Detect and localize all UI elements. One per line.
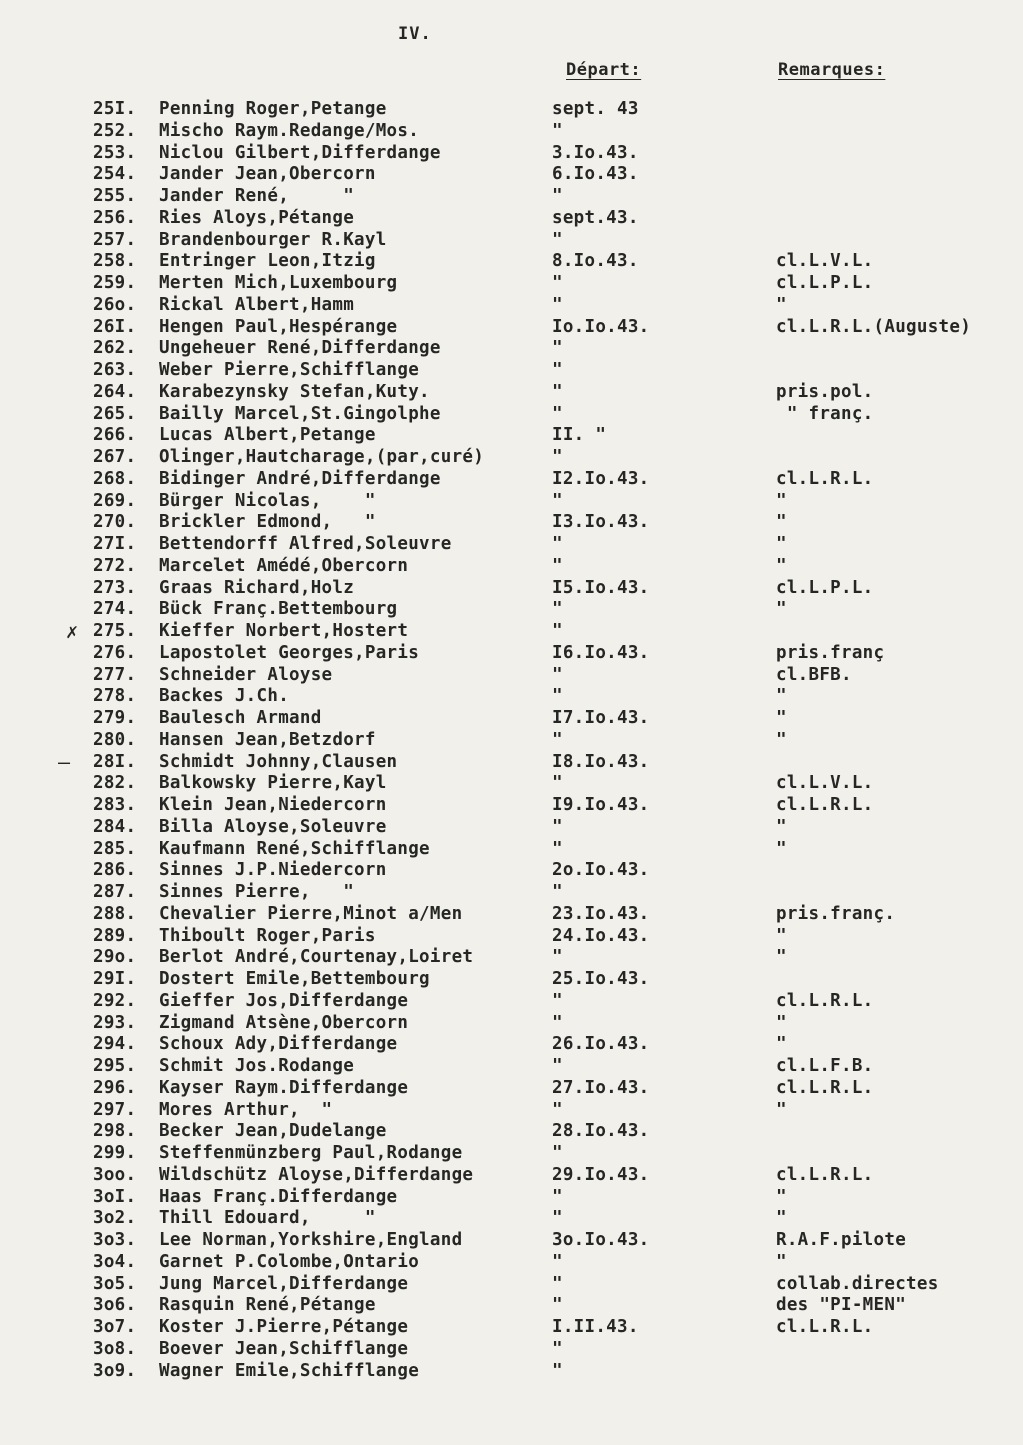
entry-name: Wagner Emile,Schifflange: [159, 1360, 420, 1381]
remark: ": [776, 925, 787, 946]
entry-name: Rickal Albert,Hamm: [159, 294, 355, 315]
list-item: [0, 1099, 1023, 1121]
depart-date: ": [552, 729, 563, 750]
remark: ": [776, 686, 787, 707]
entry-name: Bürger Nicolas, ": [159, 490, 376, 511]
list-item: [0, 1316, 1023, 1338]
remark: ": [776, 599, 787, 620]
depart-date: ": [552, 686, 563, 707]
entry-number: 269.: [93, 490, 137, 511]
depart-date: ": [552, 1295, 563, 1316]
entry-name: Schneider Aloyse: [159, 664, 333, 685]
remark: ": [776, 512, 787, 533]
depart-date: ": [552, 1099, 563, 1120]
depart-date: I8.Io.43.: [552, 751, 650, 772]
list-item: [0, 250, 1023, 272]
remark: pris.pol.: [776, 381, 874, 402]
list-item: [0, 577, 1023, 599]
list-item: [0, 1055, 1023, 1077]
list-item: [0, 1033, 1023, 1055]
depart-date: 24.Io.43.: [552, 925, 650, 946]
entry-name: Weber Pierre,Schifflange: [159, 360, 420, 380]
entry-name: Dostert Emile,Bettembourg: [159, 969, 430, 989]
entry-number: 289.: [93, 925, 137, 946]
entry-number: 25I.: [93, 99, 137, 119]
entry-number: 3o3.: [93, 1230, 137, 1250]
entry-number: 3o5.: [93, 1273, 137, 1294]
entry-number: 3oo.: [93, 1164, 137, 1185]
entry-number: 252.: [93, 120, 137, 141]
remark: cl.L.V.L.: [776, 773, 874, 794]
entry-name: Olinger,Hautcharage,(par,curé): [159, 447, 485, 467]
list-item: [0, 925, 1023, 947]
margin-cross-mark: ✗: [66, 619, 79, 643]
list-item: [0, 859, 1023, 881]
depart-date: sept.43.: [552, 207, 639, 228]
depart-date: ": [552, 403, 563, 424]
depart-date: ": [552, 838, 563, 859]
list-item: [0, 185, 1023, 207]
entry-number: 279.: [93, 708, 137, 728]
entry-name: Bück Franç.Bettembourg: [159, 599, 398, 620]
remark: pris.franç.: [776, 903, 896, 924]
entry-number: 3o2.: [93, 1208, 137, 1229]
entry-name: Haas Franç.Differdange: [159, 1186, 398, 1207]
remark: cl.L.R.L.: [776, 468, 874, 489]
depart-date: ": [552, 990, 563, 1011]
depart-date: ": [552, 1012, 563, 1033]
entry-number: 3o4.: [93, 1251, 137, 1272]
depart-date: ": [552, 664, 563, 685]
entry-name: Ries Aloys,Pétange: [159, 207, 355, 228]
entry-name: Wildschütz Aloyse,Differdange: [159, 1164, 474, 1185]
entry-name: Billa Aloyse,Soleuvre: [159, 816, 387, 837]
depart-date: II. ": [552, 425, 607, 446]
entry-name: Lucas Albert,Petange: [159, 425, 376, 446]
remarks-column-header: Remarques:: [778, 60, 886, 80]
entry-number: 3o9.: [93, 1360, 137, 1381]
entry-name: Sinnes J.P.Niedercorn: [159, 860, 387, 881]
entry-number: 253.: [93, 142, 137, 163]
entry-number: 280.: [93, 729, 137, 750]
entry-name: Karabezynsky Stefan,Kuty.: [159, 381, 430, 402]
remark: ": [776, 708, 787, 728]
depart-date: ": [552, 555, 563, 576]
remark: cl.L.V.L.: [776, 251, 874, 272]
depart-date: I6.Io.43.: [552, 642, 650, 663]
entry-number: 258.: [93, 251, 137, 272]
entry-number: 288.: [93, 903, 137, 924]
remark: ": [776, 816, 787, 837]
remark: cl.L.R.L.: [776, 1077, 874, 1098]
list-item: [0, 1251, 1023, 1273]
list-item: [0, 316, 1023, 338]
list-item: [0, 1186, 1023, 1208]
remark: pris.franç: [776, 642, 885, 663]
depart-date: ": [552, 1360, 563, 1381]
entry-number: 293.: [93, 1012, 137, 1033]
list-item: [0, 490, 1023, 512]
remark: collab.directes: [776, 1273, 939, 1294]
depart-date: sept. 43: [552, 99, 639, 119]
entries-list: [0, 98, 1023, 1381]
list-item: [0, 685, 1023, 707]
entry-number: 292.: [93, 990, 137, 1011]
depart-date: ": [552, 1208, 563, 1229]
list-item: [0, 1294, 1023, 1316]
entry-name: Thiboult Roger,Paris: [159, 925, 376, 946]
list-item: [0, 968, 1023, 990]
list-item: [0, 403, 1023, 425]
entry-name: Zigmand Atsène,Obercorn: [159, 1012, 409, 1033]
entry-number: 272.: [93, 555, 137, 576]
list-item: [0, 881, 1023, 903]
remark: cl.L.R.L.(Auguste): [776, 316, 972, 337]
entry-name: Baulesch Armand: [159, 708, 322, 728]
entry-name: Bidinger André,Differdange: [159, 468, 441, 489]
depart-date: 6.Io.43.: [552, 164, 639, 185]
entry-name: Ungeheuer René,Differdange: [159, 338, 441, 359]
entry-name: Bailly Marcel,St.Gingolphe: [159, 403, 441, 424]
remark: ": [776, 555, 787, 576]
entry-number: 287.: [93, 882, 137, 902]
list-item: [0, 446, 1023, 468]
entry-name: Koster J.Pierre,Pétange: [159, 1317, 409, 1337]
entry-number: 276.: [93, 642, 137, 663]
entry-name: Berlot André,Courtenay,Loiret: [159, 947, 474, 968]
remark: " franç.: [776, 403, 874, 424]
list-item: [0, 664, 1023, 686]
entry-name: Schmit Jos.Rodange: [159, 1056, 355, 1076]
depart-date: I3.Io.43.: [552, 512, 650, 533]
depart-date: I7.Io.43.: [552, 708, 650, 728]
entry-number: 284.: [93, 816, 137, 837]
entry-number: 273.: [93, 577, 137, 598]
list-item: [0, 794, 1023, 816]
entry-name: Graas Richard,Holz: [159, 577, 355, 598]
list-item: [0, 1360, 1023, 1382]
depart-date: ": [552, 360, 563, 380]
entry-number: 274.: [93, 599, 137, 620]
entry-name: Niclou Gilbert,Differdange: [159, 142, 441, 163]
list-item: [0, 1229, 1023, 1251]
remark: ": [776, 729, 787, 750]
entry-name: Entringer Leon,Itzig: [159, 251, 376, 272]
depart-date: 29.Io.43.: [552, 1164, 650, 1185]
list-item: [0, 838, 1023, 860]
entry-number: 264.: [93, 381, 137, 402]
entry-number: 256.: [93, 207, 137, 228]
list-item: [0, 707, 1023, 729]
remark: ": [776, 1099, 787, 1120]
entry-number: 266.: [93, 425, 137, 446]
list-item: [0, 120, 1023, 142]
depart-date: 3o.Io.43.: [552, 1230, 650, 1250]
entry-name: Boever Jean,Schifflange: [159, 1338, 409, 1359]
entry-name: Rasquin René,Pétange: [159, 1295, 376, 1316]
entry-name: Mores Arthur, ": [159, 1099, 333, 1120]
list-item: [0, 642, 1023, 664]
remark: ": [776, 1012, 787, 1033]
list-item: [0, 381, 1023, 403]
remark: ": [776, 1251, 787, 1272]
depart-date: 3.Io.43.: [552, 142, 639, 163]
list-item: [0, 142, 1023, 164]
list-item: [0, 946, 1023, 968]
depart-date: ": [552, 229, 563, 250]
list-item: [0, 1164, 1023, 1186]
entry-number: 277.: [93, 664, 137, 685]
entry-number: 296.: [93, 1077, 137, 1098]
depart-date: 26.Io.43.: [552, 1034, 650, 1055]
list-item: [0, 816, 1023, 838]
entry-name: Hansen Jean,Betzdorf: [159, 729, 376, 750]
entry-name: Sinnes Pierre, ": [159, 882, 355, 902]
list-item: [0, 729, 1023, 751]
depart-date: ": [552, 816, 563, 837]
page-number: IV.: [398, 24, 432, 44]
remark: ": [776, 947, 787, 968]
list-item: [0, 207, 1023, 229]
entry-number: 299.: [93, 1143, 137, 1163]
entry-number: 259.: [93, 273, 137, 293]
entry-name: Brandenbourger R.Kayl: [159, 229, 387, 250]
depart-date: ": [552, 294, 563, 315]
entry-number: 297.: [93, 1099, 137, 1120]
list-item: [0, 1012, 1023, 1034]
entry-name: Steffenmünzberg Paul,Rodange: [159, 1143, 463, 1163]
depart-date: ": [552, 1251, 563, 1272]
list-item: [0, 1120, 1023, 1142]
entry-name: Kieffer Norbert,Hostert: [159, 621, 409, 641]
depart-date: I.II.43.: [552, 1317, 639, 1337]
entry-number: 282.: [93, 773, 137, 794]
entry-number: 278.: [93, 686, 137, 707]
entry-number: 286.: [93, 860, 137, 881]
depart-date: ": [552, 534, 563, 554]
depart-date: Io.Io.43.: [552, 316, 650, 337]
entry-number: 26I.: [93, 316, 137, 337]
entry-number: 26o.: [93, 294, 137, 315]
entry-number: 255.: [93, 186, 137, 206]
entry-name: Klein Jean,Niedercorn: [159, 795, 387, 815]
list-item: [0, 229, 1023, 251]
list-item: [0, 1338, 1023, 1360]
list-item: [0, 990, 1023, 1012]
depart-date: I2.Io.43.: [552, 468, 650, 489]
list-item: [0, 1077, 1023, 1099]
entry-number: 285.: [93, 838, 137, 859]
entry-name: Marcelet Amédé,Obercorn: [159, 555, 409, 576]
depart-date: 27.Io.43.: [552, 1077, 650, 1098]
remark: ": [776, 1186, 787, 1207]
entry-name: Chevalier Pierre,Minot a/Men: [159, 903, 463, 924]
depart-date: ": [552, 773, 563, 794]
list-item: [0, 903, 1023, 925]
list-item: [0, 1273, 1023, 1295]
remark: ": [776, 294, 787, 315]
remark: des "PI-MEN": [776, 1295, 907, 1316]
entry-name: Kayser Raym.Differdange: [159, 1077, 409, 1098]
list-item: [0, 424, 1023, 446]
entry-name: Brickler Edmond, ": [159, 512, 376, 533]
entry-number: 294.: [93, 1034, 137, 1055]
remark: cl.BFB.: [776, 664, 852, 685]
remark: ": [776, 1034, 787, 1055]
remark: cl.L.R.L.: [776, 990, 874, 1011]
depart-date: ": [552, 273, 563, 293]
depart-date: ": [552, 1186, 563, 1207]
depart-date: 8.Io.43.: [552, 251, 639, 272]
remark: cl.L.R.L.: [776, 795, 874, 815]
list-item: [0, 468, 1023, 490]
depart-date: ": [552, 1143, 563, 1163]
entry-number: 262.: [93, 338, 137, 359]
entry-name: Balkowsky Pierre,Kayl: [159, 773, 387, 794]
depart-date: I9.Io.43.: [552, 795, 650, 815]
entry-number: 267.: [93, 447, 137, 467]
entry-number: 270.: [93, 512, 137, 533]
entry-number: 257.: [93, 229, 137, 250]
depart-column-header: Départ:: [566, 60, 642, 80]
entry-name: Bettendorff Alfred,Soleuvre: [159, 534, 452, 554]
entry-name: Garnet P.Colombe,Ontario: [159, 1251, 420, 1272]
remark: R.A.F.pilote: [776, 1230, 907, 1250]
list-item: [0, 620, 1023, 642]
depart-date: 23.Io.43.: [552, 903, 650, 924]
entry-number: 283.: [93, 795, 137, 815]
list-item: [0, 337, 1023, 359]
list-item: [0, 359, 1023, 381]
depart-date: ": [552, 338, 563, 359]
list-item: [0, 163, 1023, 185]
depart-date: ": [552, 1056, 563, 1076]
remark: cl.L.R.L.: [776, 1164, 874, 1185]
entry-name: Lee Norman,Yorkshire,England: [159, 1230, 463, 1250]
entry-number: 263.: [93, 360, 137, 380]
entry-number: 265.: [93, 403, 137, 424]
depart-date: ": [552, 599, 563, 620]
remark: ": [776, 1208, 787, 1229]
depart-date: ": [552, 947, 563, 968]
entry-name: Mischo Raym.Redange/Mos.: [159, 120, 420, 141]
list-item: [0, 751, 1023, 773]
depart-date: ": [552, 490, 563, 511]
remark: cl.L.R.L.: [776, 1317, 874, 1337]
depart-date: I5.Io.43.: [552, 577, 650, 598]
entry-number: 295.: [93, 1056, 137, 1076]
list-item: [0, 272, 1023, 294]
entry-name: Jander Jean,Obercorn: [159, 164, 376, 185]
entry-number: 254.: [93, 164, 137, 185]
remark: cl.L.P.L.: [776, 273, 874, 293]
depart-date: ": [552, 882, 563, 902]
remark: ": [776, 490, 787, 511]
list-item: [0, 1207, 1023, 1229]
depart-date: ": [552, 186, 563, 206]
entry-name: Gieffer Jos,Differdange: [159, 990, 409, 1011]
margin-dash-mark: —: [58, 749, 71, 774]
depart-date: ": [552, 381, 563, 402]
entry-name: Jung Marcel,Differdange: [159, 1273, 409, 1294]
entry-number: 3o6.: [93, 1295, 137, 1316]
remark: ": [776, 534, 787, 554]
entry-number: 298.: [93, 1121, 137, 1142]
depart-date: 25.Io.43.: [552, 969, 650, 989]
entry-name: Backes J.Ch.: [159, 686, 290, 707]
entry-number: 3o8.: [93, 1338, 137, 1359]
entry-name: Schoux Ady,Differdange: [159, 1034, 398, 1055]
list-item: [0, 98, 1023, 120]
entry-name: Hengen Paul,Hespérange: [159, 316, 398, 337]
entry-name: Schmidt Johnny,Clausen: [159, 751, 398, 772]
list-item: [0, 533, 1023, 555]
depart-date: ": [552, 120, 563, 141]
remark: ": [776, 838, 787, 859]
entry-number: 268.: [93, 468, 137, 489]
depart-date: ": [552, 1338, 563, 1359]
entry-number: 29o.: [93, 947, 137, 968]
entry-number: 28I.: [93, 751, 137, 772]
depart-date: 2o.Io.43.: [552, 860, 650, 881]
entry-name: Lapostolet Georges,Paris: [159, 642, 420, 663]
entry-number: 3oI.: [93, 1186, 137, 1207]
remark: cl.L.F.B.: [776, 1056, 874, 1076]
list-item: [0, 598, 1023, 620]
entry-number: 275.: [93, 621, 137, 641]
list-item: [0, 1142, 1023, 1164]
remark: cl.L.P.L.: [776, 577, 874, 598]
entry-number: 29I.: [93, 969, 137, 989]
entry-name: Becker Jean,Dudelange: [159, 1121, 387, 1142]
entry-name: Thill Edouard, ": [159, 1208, 376, 1229]
depart-date: ": [552, 1273, 563, 1294]
entry-number: 3o7.: [93, 1317, 137, 1337]
list-item: [0, 511, 1023, 533]
entry-name: Merten Mich,Luxembourg: [159, 273, 398, 293]
depart-date: ": [552, 621, 563, 641]
depart-date: ": [552, 447, 563, 467]
entry-name: Kaufmann René,Schifflange: [159, 838, 430, 859]
depart-date: 28.Io.43.: [552, 1121, 650, 1142]
list-item: [0, 294, 1023, 316]
entry-number: 27I.: [93, 534, 137, 554]
entry-name: Jander René, ": [159, 186, 355, 206]
list-item: [0, 772, 1023, 794]
entry-name: Penning Roger,Petange: [159, 99, 387, 119]
list-item: [0, 555, 1023, 577]
